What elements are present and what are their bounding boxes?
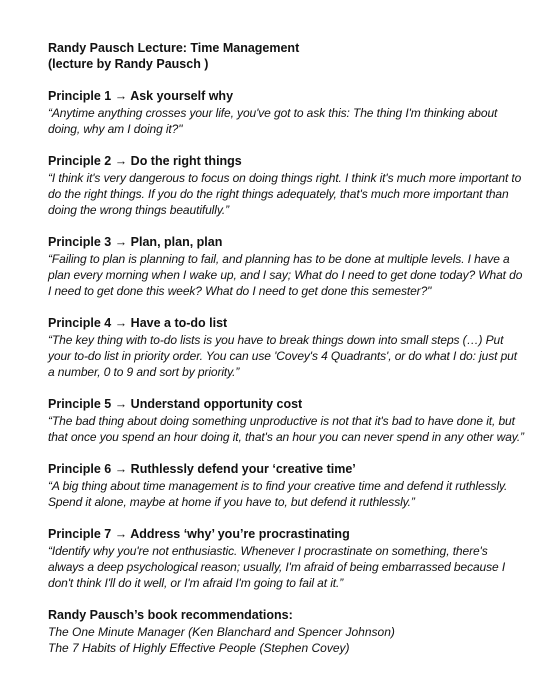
book-item: The 7 Habits of Highly Effective People (Stephen Covey): [48, 641, 350, 655]
document-header: [48, 40, 524, 72]
principle-3: [48, 234, 524, 299]
principle-title: Principle 1 → Ask yourself why: [48, 89, 234, 103]
principle-title: Principle 6 → Ruthlessly defend your ‘creative time’: [48, 462, 356, 476]
principle-title: Principle 5 → Understand opportunity cost: [48, 397, 303, 411]
principle-quote: “The bad thing about doing something unproductive is not that it's bad to have done it, but that once you spend an hour doing it, that's an hour you can never spend in any other way.”: [48, 414, 524, 444]
principle-title: Principle 4 → Have a to-do list: [48, 316, 228, 330]
document-subtitle: (lecture by Randy Pausch ): [48, 57, 209, 71]
principle-1: [48, 88, 524, 137]
principle-quote: “I think it's very dangerous to focus on doing things right. I think it's much more important to do the right things. If you do the right things adequately, that's much more important than doing the wrong things beautifully.”: [48, 171, 522, 217]
principle-title: Principle 2 → Do the right things: [48, 154, 242, 168]
principle-quote: “Failing to plan is planning to fail, and planning has to be done at multiple levels. I have a plan every morning when I wake up, and I say; What do I need to get done today? What do I need to get done this week? What do I need to get done this semester?": [48, 252, 523, 298]
principle-title: Principle 7 → Address ‘why’ you’re procrastinating: [48, 527, 350, 541]
principle-quote: “Identify why you're not enthusiastic. Whenever I procrastinate on something, there's always a deep psychological reason; usually, I'm afraid of being embarrassed because I don't think I'll do it well, or I'm afraid I'm going to fail at it.”: [48, 544, 506, 590]
principle-7: [48, 526, 524, 591]
principle-5: [48, 396, 524, 445]
principle-quote: “Anytime anything crosses your life, you've got to ask this: The thing I'm thinking about doing, why am I doing it?": [48, 106, 498, 136]
book-recommendations-title: Randy Pausch’s book recommendations:: [48, 608, 293, 622]
principle-6: [48, 461, 524, 510]
document-title: Randy Pausch Lecture: Time Management: [48, 41, 300, 55]
principle-title: Principle 3 → Plan, plan, plan: [48, 235, 223, 249]
principle-4: [48, 315, 524, 380]
principle-quote: “The key thing with to-do lists is you have to break things down into small steps (…) Put your to-do list in priority order. You can use 'Covey's 4 Quadrants', or do what I do: just put a number, 0 to 9 and sort by priority.”: [48, 333, 517, 379]
principle-2: [48, 153, 524, 218]
principle-quote: “A big thing about time management is to find your creative time and defend it ruthlessly. Spend it alone, maybe at home if you have to, but defend it ruthlessly.”: [48, 479, 508, 509]
book-item: The One Minute Manager (Ken Blanchard and Spencer Johnson): [48, 625, 395, 639]
book-recommendations: [48, 607, 524, 656]
